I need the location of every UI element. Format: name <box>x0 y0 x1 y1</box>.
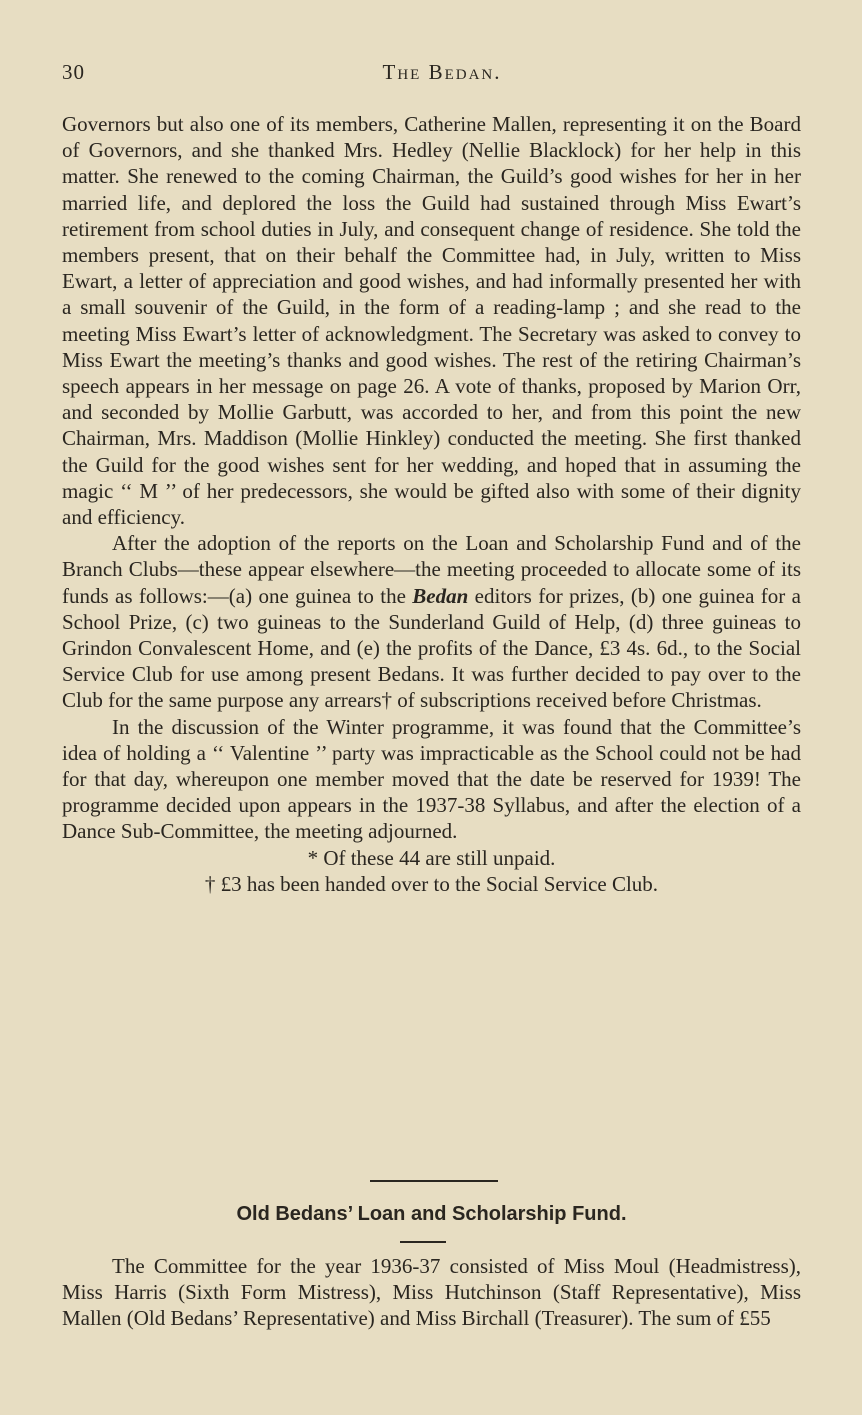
page-number: 30 <box>62 60 85 84</box>
article-body <box>62 111 801 897</box>
footnote: * Of these 44 are still unpaid. <box>307 845 556 870</box>
paragraph-text: After the adoption of the reports on the Loan and Scholarship Fund and of the Branch Clubs—these appear elsewhere—the meeting proceeded to allocate some of its funds as follows:—(a) one guinea to the <box>62 531 801 608</box>
section-heading: Old Bedans’ Loan and Scholarship Fund. <box>236 1203 627 1225</box>
paragraph <box>62 530 801 713</box>
section-divider <box>370 1180 498 1182</box>
running-title: The Bedan. <box>382 60 502 84</box>
fund-section-body <box>62 1253 801 1332</box>
footnote: † £3 has been handed over to the Social Service Club. <box>204 871 659 896</box>
italic-title: Bedan <box>412 583 469 608</box>
paragraph: In the discussion of the Winter programme, it was found that the Committee’s idea of holding a ‘‘ Valentine ’’ party was impracticable as the School could not be had for that day, whereupon one member moved that the date be reserved for 1939! The programme decided upon appears in the 1937-38 Syllabus, and after the election of a Dance Sub-Committee, the meeting adjourned. <box>62 714 801 844</box>
paragraph: Governors but also one of its members, Catherine Mallen, representing it on the Board of Governors, and she thanked Mrs. Hedley (Nellie Blacklock) for her help in this matter. She renewed to the coming Chairman, the Guild’s good wishes for her in her married life, and deplored the loss the Guild had sustained through Miss Ewart’s retirement from school duties in July, and consequent change of residence. She told the members present, that on their behalf the Committee had, in July, written to Miss Ewart, a letter of appreciation and good wishes, and had informally presented her with a small souvenir of the Guild, in the form of a reading-lamp ; and she read to the meeting Miss Ewart’s letter of acknowledgment. The Secretary was asked to convey to Miss Ewart the meeting’s thanks and good wishes. The rest of the retiring Chairman’s speech appears in her message on page 26. A vote of thanks, proposed by Marion Orr, and seconded by Mollie Garbutt, was accorded to her, and from this point the new Chairman, Mrs. Maddison (Mollie Hinkley) conducted the meeting. She first thanked the Guild for the good wishes sent for her wedding, and hoped that in assuming the magic ‘‘ M ’’ of her predecessors, she would be gifted also with some of their dignity and efficiency. <box>62 112 801 530</box>
heading-underline <box>400 1241 446 1243</box>
running-head <box>62 60 802 90</box>
paragraph: The Committee for the year 1936-37 consisted of Miss Moul (Headmistress), Miss Harris (Sixth Form Mistress), Miss Hutchinson (Staff Representative), Miss Mallen (Old Bedans’ Representative) and Miss Birchall (Treasurer). The sum of £55 <box>62 1254 801 1331</box>
paragraph-text: editors for prizes, (b) one guinea for a School Prize, (c) two guineas to the Sunderland Guild of Help, (d) three guineas to Grindon Convalescent Home, and (e) the profits of the Dance, £3 4s. 6d., to the Social Service Club for use among present Bedans. It was further decided to pay over to the Club for the same purpose any arrears† of subscriptions received before Christmas. <box>62 583 801 713</box>
